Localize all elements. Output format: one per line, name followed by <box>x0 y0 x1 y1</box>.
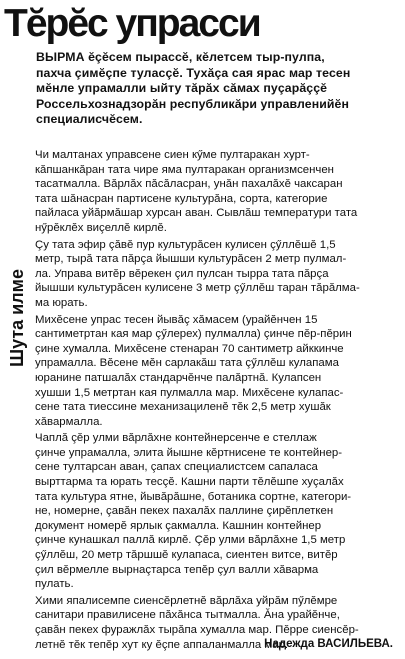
body-line: ла. Управа витĕр вĕрекен çил пулсан тырра тата пăрçа <box>35 267 329 280</box>
body-line: çӳллĕш, 20 метр тăршшĕ кулапаса, сиентен витсе, витĕр <box>35 549 338 562</box>
lead-line: пахча çимĕçпе туласçĕ. Тухăçа сая ярас мар тесен <box>36 65 351 80</box>
body-line: пайласа уйăрмăшар хурсан аван. Сывлăш температури тата <box>35 207 358 220</box>
body-line: çинче упрамалла, элита йышне кĕртнисене те контейнер- <box>35 446 343 459</box>
paragraph-3 <box>35 313 397 430</box>
body-line: Çу тата эфир çăвĕ пур культурăсен кулисен çӳллĕшĕ 1,5 <box>35 238 336 251</box>
body-line: Чаплă çĕр улми вăрлăхне контейнерсенче е стеллаж <box>35 432 317 445</box>
body-line: Михĕсене упрас тесен йывăç хăмасем (урайĕнчен 15 <box>35 313 318 326</box>
body-line: пулать. <box>35 578 74 591</box>
body-line: Чи малтанах управсене сиен кӳме пултаракан хурт- <box>35 149 310 161</box>
body-line: çавăн пекех фуражлăх тырăпа хумалла мар. Пĕрре сиенсĕр- <box>35 624 359 636</box>
body-line: хăвармалла. <box>35 415 103 428</box>
body-line: летнĕ тĕк тепĕр хут ку ĕçпе аппаланмалла мар. <box>35 638 289 651</box>
body-line: тасатмалла. Вăрлăх пăсăласран, унăн пахалăхĕ чаксаран <box>35 178 343 191</box>
body-line: ма юрать. <box>35 296 88 309</box>
body-line: çил вĕрмелле вырнаçтарса тепĕр çул валли хăварма <box>35 563 319 576</box>
paragraph-4 <box>35 431 397 592</box>
body-line: йышши культурăсен кулисене 3 метр çӳллĕш таран тăрăлма- <box>35 282 360 295</box>
body-line: тата культура ятне, йывăрăшне, ботаника сортне, категори- <box>35 490 352 503</box>
article-title: Тĕрĕс упрасси <box>4 2 260 45</box>
body-line: çине хумалла. Михĕсене стенаран 70 сантиметр айккинче <box>35 342 344 355</box>
body-line: çинче кунашкал паллă кирлĕ. Çĕр улми вăрлăхне 1,5 метр <box>35 534 346 547</box>
lead-line: мĕнле упрамалли ыйту тăрăх сăмах пуçарăççĕ <box>36 81 328 96</box>
lead-line: специалисчĕсем. <box>36 112 143 127</box>
body-line: метр, тырă тата пăрçа йышши культурăсен 2 метр пулмал- <box>35 253 347 266</box>
body-line: кăпшанкăран тата чире яма пултаракан организмсенчен <box>35 163 334 176</box>
body-line: хушши 1,5 метртан кая пулмалла мар. Михĕсене кулапас- <box>35 386 344 399</box>
body-line: тата шăнасран партисене культурăна, сорта, категорие <box>35 192 328 205</box>
body-line: Хими япалисемпе сиенсĕрлетнĕ вăрлăха уйрăм пӳлĕмре <box>35 594 338 607</box>
body-line: документ номерĕ ярлык çакмалла. Кашнин контейнер <box>35 519 322 532</box>
body-line: вырттарма та юрать тесçĕ. Кашни парти тĕлĕшпе хуçалăх <box>35 476 344 489</box>
paragraph-1 <box>35 148 397 236</box>
body-line: юранине патшалăх стандарчĕнче палăртнă. Кулапсен <box>35 371 322 384</box>
lead-line: ВЫРМА ĕçĕсем пырассĕ, кĕлетсем тыр-пулпа, <box>36 50 325 64</box>
body-line: упрамалла. Вĕсене мĕн сарлакăш тата çӳллĕш кулапама <box>35 357 339 370</box>
body-line: санитари правилисене пăхăнса тытмалла. Ăна урайĕнче, <box>35 609 340 622</box>
body-line: сантиметртан кая мар çӳлерех) пулмалла) çинче пĕр-пĕрин <box>35 328 352 341</box>
body-line: сене тултарсан аван, çапах специалистсем сапаласа <box>35 461 318 474</box>
paragraph-2 <box>35 238 397 311</box>
body-line: сене тата тиессине механизациленĕ тĕк 2,5 метр хушăк <box>35 401 331 414</box>
body-line: нӳрĕклĕх виçеллĕ кирлĕ. <box>35 221 167 234</box>
article-lead <box>36 50 391 128</box>
lead-line: Россельхознадзорăн республикăри управленийĕн <box>36 96 350 111</box>
author-signature: Надежда ВАСИЛЬЕВА. <box>264 638 393 650</box>
rubric-side-label: Шута илме <box>7 269 27 367</box>
article-body <box>35 148 397 652</box>
body-line: не, номерне, çавăн пекех пахалăх паллине çирĕплеткен <box>35 505 334 518</box>
